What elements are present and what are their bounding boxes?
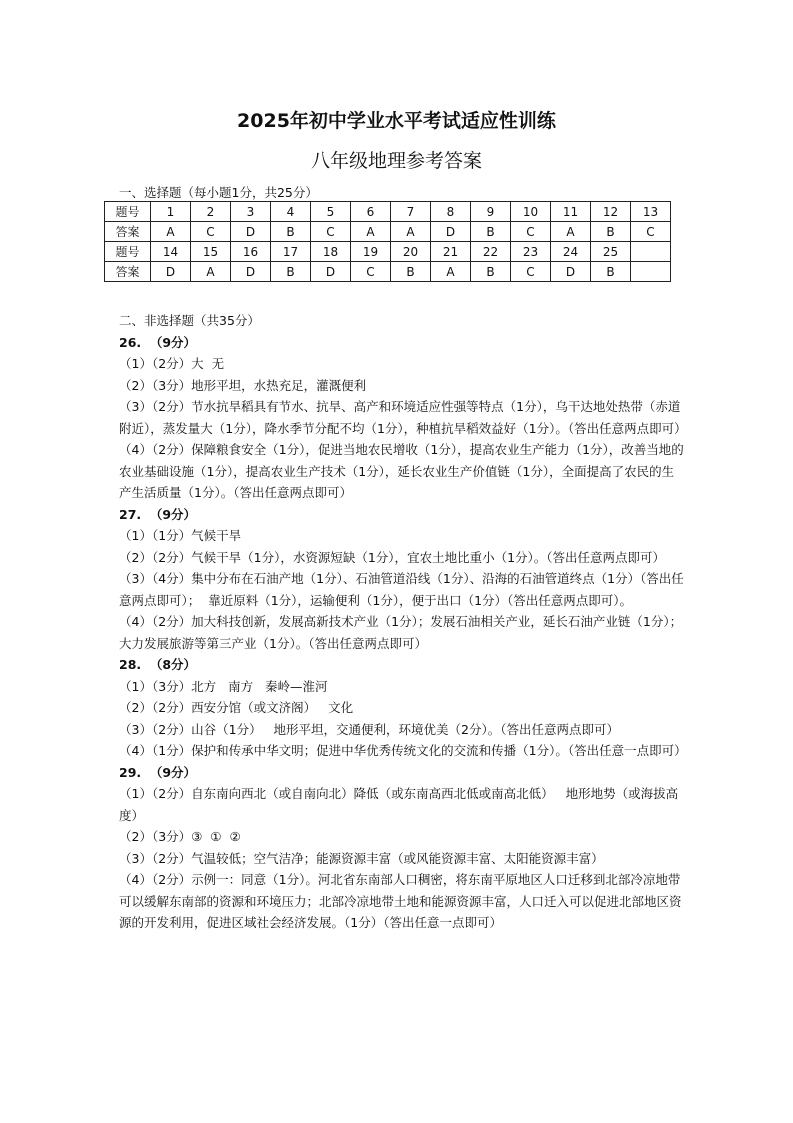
section-2-heading: 二、非选择题（共35分）	[119, 313, 260, 328]
question-28-heading: 28. （8分）	[119, 657, 197, 672]
question-number-cell: 7	[391, 202, 431, 222]
question-number-cell: 15	[191, 242, 231, 262]
question-number-cell: 22	[471, 242, 511, 262]
answer-26-3: （3）（2分）节水抗旱稻具有节水、抗旱、高产和环境适应性强等特点（1分），乌干达地处热带（赤道附近），蒸发量大（1分），降水季节分配不均（1分），种植抗旱稻效益好（1分）。（答出任意两点即可）	[119, 399, 687, 436]
answer-27-4: （4）（2分）加大科技创新，发展高新技术产业（1分）；发展石油相关产业，延长石油产业链（1分）；大力发展旅游等第三产业（1分）。（答出任意两点即可）	[119, 614, 683, 651]
answer-cell: D	[551, 262, 591, 282]
question-number-cell: 14	[151, 242, 191, 262]
question-number-cell: 18	[311, 242, 351, 262]
answer-table-row	[105, 202, 671, 222]
answer-cell: D	[231, 262, 271, 282]
answer-cell: B	[591, 262, 631, 282]
answer-29-4: （4）（2分）示例一：同意（1分）。河北省东南部人口稠密，将东南平原地区人口迁移到北部冷凉地带可以缓解东南部的资源和环境压力；北部冷凉地带土地和能源资源丰富，人口迁入可以促进北部地区资源的开发利用，促进区域社会经济发展。（1分）（答出任意一点即可）	[119, 872, 682, 930]
answer-cell: A	[151, 222, 191, 242]
answer-cell: D	[311, 262, 351, 282]
question-number-cell: 3	[231, 202, 271, 222]
question-number-cell: 17	[271, 242, 311, 262]
question-number-cell: 12	[591, 202, 631, 222]
answer-cell: C	[511, 222, 551, 242]
answer-cell: A	[391, 222, 431, 242]
row-label-answer: 答案	[105, 262, 151, 282]
question-number-cell: 21	[431, 242, 471, 262]
question-27-heading: 27. （9分）	[119, 506, 197, 522]
answer-cell	[631, 262, 671, 282]
answer-table	[104, 201, 671, 282]
answer-cell: C	[311, 222, 351, 242]
answer-29-3: （3）（2分）气温较低；空气洁净；能源资源丰富（或风能资源丰富、太阳能资源丰富）	[119, 850, 604, 866]
row-label-question-number: 题号	[105, 242, 151, 262]
answer-cell: C	[191, 222, 231, 242]
answer-27-1: （1）（1分）气候干旱	[119, 528, 242, 543]
question-number-cell: 6	[351, 202, 391, 222]
answer-table-row	[105, 242, 671, 262]
answer-cell: A	[191, 262, 231, 282]
question-number-cell: 13	[631, 202, 671, 222]
answer-cell: D	[431, 222, 471, 242]
answer-28-3: （3）（2分）山谷（1分） 地形平坦，交通便利，环境优美（2分）。（答出任意两点即可）	[119, 721, 619, 737]
question-number-cell: 19	[351, 242, 391, 262]
answer-table-row	[105, 222, 671, 242]
question-number-cell: 2	[191, 202, 231, 222]
answer-27-3: （3）（4分）集中分布在石油产地（1分）、石油管道沿线（1分）、沿海的石油管道终点（1分）（答出任意两点即可）； 靠近原料（1分），运输便利（1分），便于出口（1分）（答出任意两点即可）。	[119, 571, 684, 608]
answer-cell: A	[351, 222, 391, 242]
answer-28-1: （1）（3分）北方 南方 秦岭—淮河	[119, 678, 328, 694]
answer-cell: B	[391, 262, 431, 282]
answer-cell: A	[551, 222, 591, 242]
answer-27-2: （2）（2分）气候干旱（1分），水资源短缺（1分），宜农土地比重小（1分）。（答出任意两点即可）	[119, 549, 666, 565]
answer-cell: B	[271, 222, 311, 242]
answer-cell: A	[431, 262, 471, 282]
question-number-cell: 23	[511, 242, 551, 262]
answer-cell: C	[631, 222, 671, 242]
answer-26-4: （4）（2分）保障粮食安全（1分），促进当地农民增收（1分），提高农业生产能力（1分），改善当地的农业基础设施（1分），提高农业生产技术（1分），延长农业生产价值链（1分），全面提高了农民的生产生活质量（1分）。（答出任意两点即可）	[119, 442, 684, 500]
row-label-answer: 答案	[105, 222, 151, 242]
question-26-heading: 26. （9分）	[119, 334, 197, 350]
row-label-question-number: 题号	[105, 202, 151, 222]
question-number-cell: 16	[231, 242, 271, 262]
answer-28-2: （2）（2分）西安分馆（或文济阁） 文化	[119, 700, 354, 715]
question-number-cell: 10	[511, 202, 551, 222]
document-subtitle: 八年级地理参考答案	[310, 150, 482, 172]
answer-table-row	[105, 262, 671, 282]
question-number-cell: 4	[271, 202, 311, 222]
question-number-cell: 1	[151, 202, 191, 222]
question-number-cell: 5	[311, 202, 351, 222]
question-number-cell: 8	[431, 202, 471, 222]
question-number-cell	[631, 242, 671, 262]
answer-26-1: （1）（2分）大 无	[119, 356, 225, 371]
answer-28-4: （4）（1分）保护和传承中华文明；促进中华优秀传统文化的交流和传播（1分）。（答出任意一点即可）	[119, 743, 687, 758]
answer-29-2: （2）（3分）③ ① ②	[119, 829, 241, 844]
question-number-cell: 20	[391, 242, 431, 262]
question-number-cell: 9	[471, 202, 511, 222]
question-number-cell: 25	[591, 242, 631, 262]
document-title: 2025年初中学业水平考试适应性训练	[237, 110, 556, 132]
answer-cell: C	[351, 262, 391, 282]
answer-29-1: （1）（2分）自东南向西北（或自南向北）降低（或东南高西北低或南高北低） 地形地势（或海拔高度）	[119, 786, 679, 823]
answer-26-2: （2）（3分）地形平坦，水热充足，灌溉便利	[119, 377, 367, 393]
section-1-heading: 一、选择题（每小题1分，共25分）	[119, 185, 318, 200]
answer-cell: D	[151, 262, 191, 282]
question-number-cell: 24	[551, 242, 591, 262]
question-number-cell: 11	[551, 202, 591, 222]
answer-cell: B	[471, 222, 511, 242]
answer-cell: B	[271, 262, 311, 282]
answer-cell: B	[591, 222, 631, 242]
question-29-heading: 29. （9分）	[119, 764, 197, 780]
answer-cell: D	[231, 222, 271, 242]
answer-cell: B	[471, 262, 511, 282]
answers-content	[119, 310, 687, 934]
answer-cell: C	[511, 262, 551, 282]
